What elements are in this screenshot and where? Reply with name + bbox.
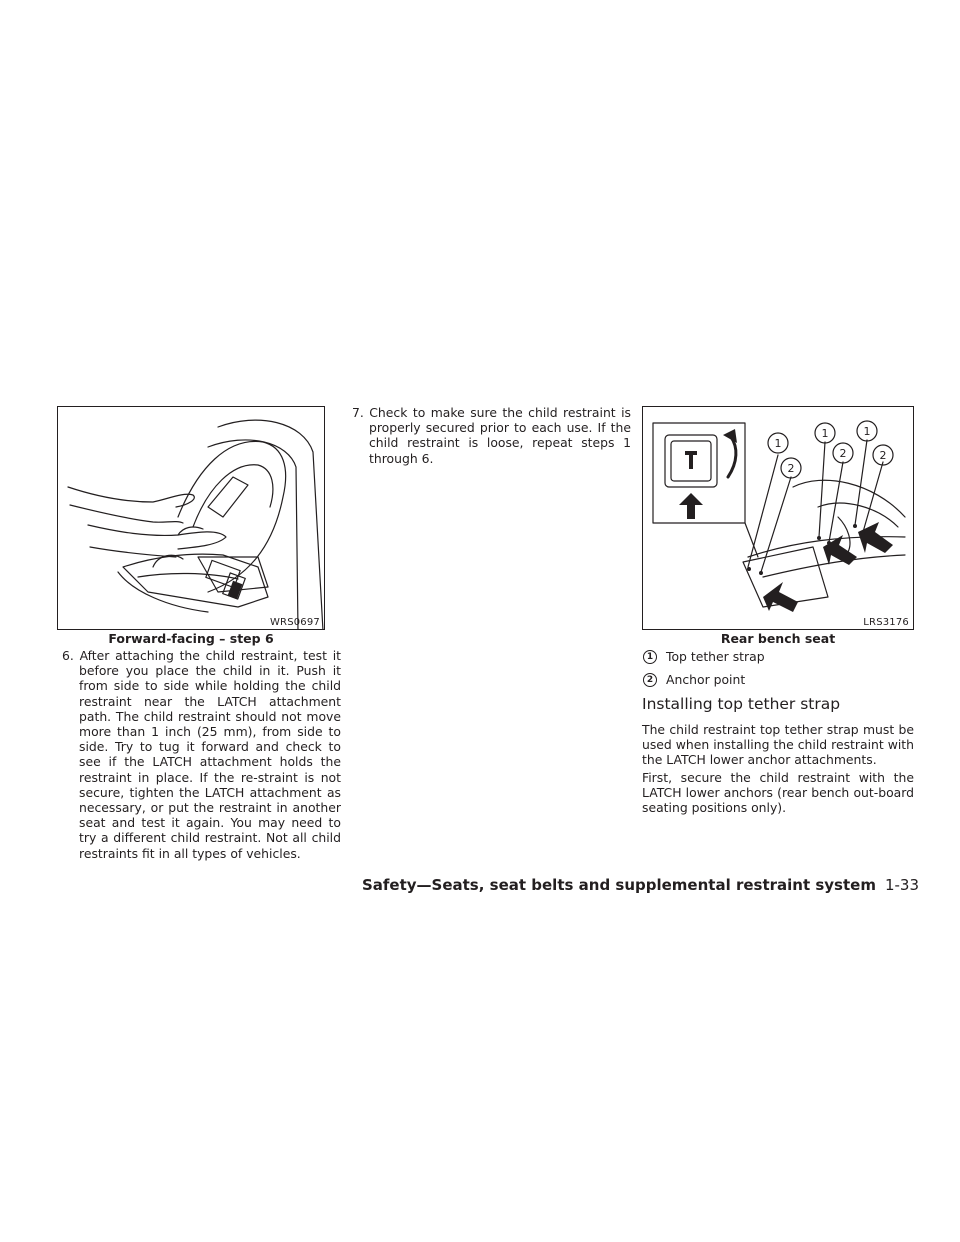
legend-label: Anchor point [666, 672, 746, 687]
page-footer [362, 876, 919, 894]
step-7-text: 7. Check to make sure the child restraint is properly secured prior to each use. If the child restraint is loose, repeat steps 1 through 6. [352, 405, 631, 466]
legend-item-top-tether-strap [643, 649, 765, 664]
callout-1: 1 [821, 427, 829, 440]
step-6-text: 6. After attaching the child restraint, test it before you place the child in it. Push it from side to side while holding the child restraint near the LATCH attachment path. The child restraint should not move more than 1 inch (25 mm), from side to side. Try to tug it forward and check to see if the LATCH attachment holds the restraint in place. If the re-straint is not secure, tighten the LATCH attachment as necessary, or put the restraint in another seat and test it again. You may need to try a different child restraint. Not all child restraints fit in all types of vehicles. [62, 648, 341, 861]
section-paragraph: The child restraint top tether strap must be used when installing the child restraint with the LATCH lower anchor attachments. [642, 722, 914, 768]
legend-item-anchor-point [643, 672, 745, 687]
callout-2: 2 [787, 462, 795, 475]
footer-section-title: Safety—Seats, seat belts and supplemental restraint system [361, 876, 876, 894]
figure-caption: Rear bench seat [720, 631, 836, 646]
page-number: 1-33 [884, 876, 919, 894]
section-heading: Installing top tether strap [642, 695, 841, 713]
rear-bench-illustration [643, 407, 914, 630]
legend-number: 2 [643, 673, 657, 687]
section-paragraph: First, secure the child restraint with the LATCH lower anchors (rear bench out-board seating positions only). [642, 770, 914, 816]
figure-caption: Forward-facing – step 6 [108, 631, 274, 646]
figure-code: LRS3176 [863, 617, 909, 628]
callout-2: 2 [879, 449, 887, 462]
figure-rear-bench-seat [642, 406, 914, 630]
legend-number: 1 [643, 650, 657, 664]
legend-label: Top tether strap [666, 649, 765, 664]
figure-forward-facing-step6 [57, 406, 325, 630]
callout-1: 1 [863, 425, 871, 438]
figure-code: WRS0697 [269, 617, 320, 628]
callout-2: 2 [839, 447, 847, 460]
callout-1: 1 [774, 437, 782, 450]
child-restraint-illustration [58, 407, 325, 630]
